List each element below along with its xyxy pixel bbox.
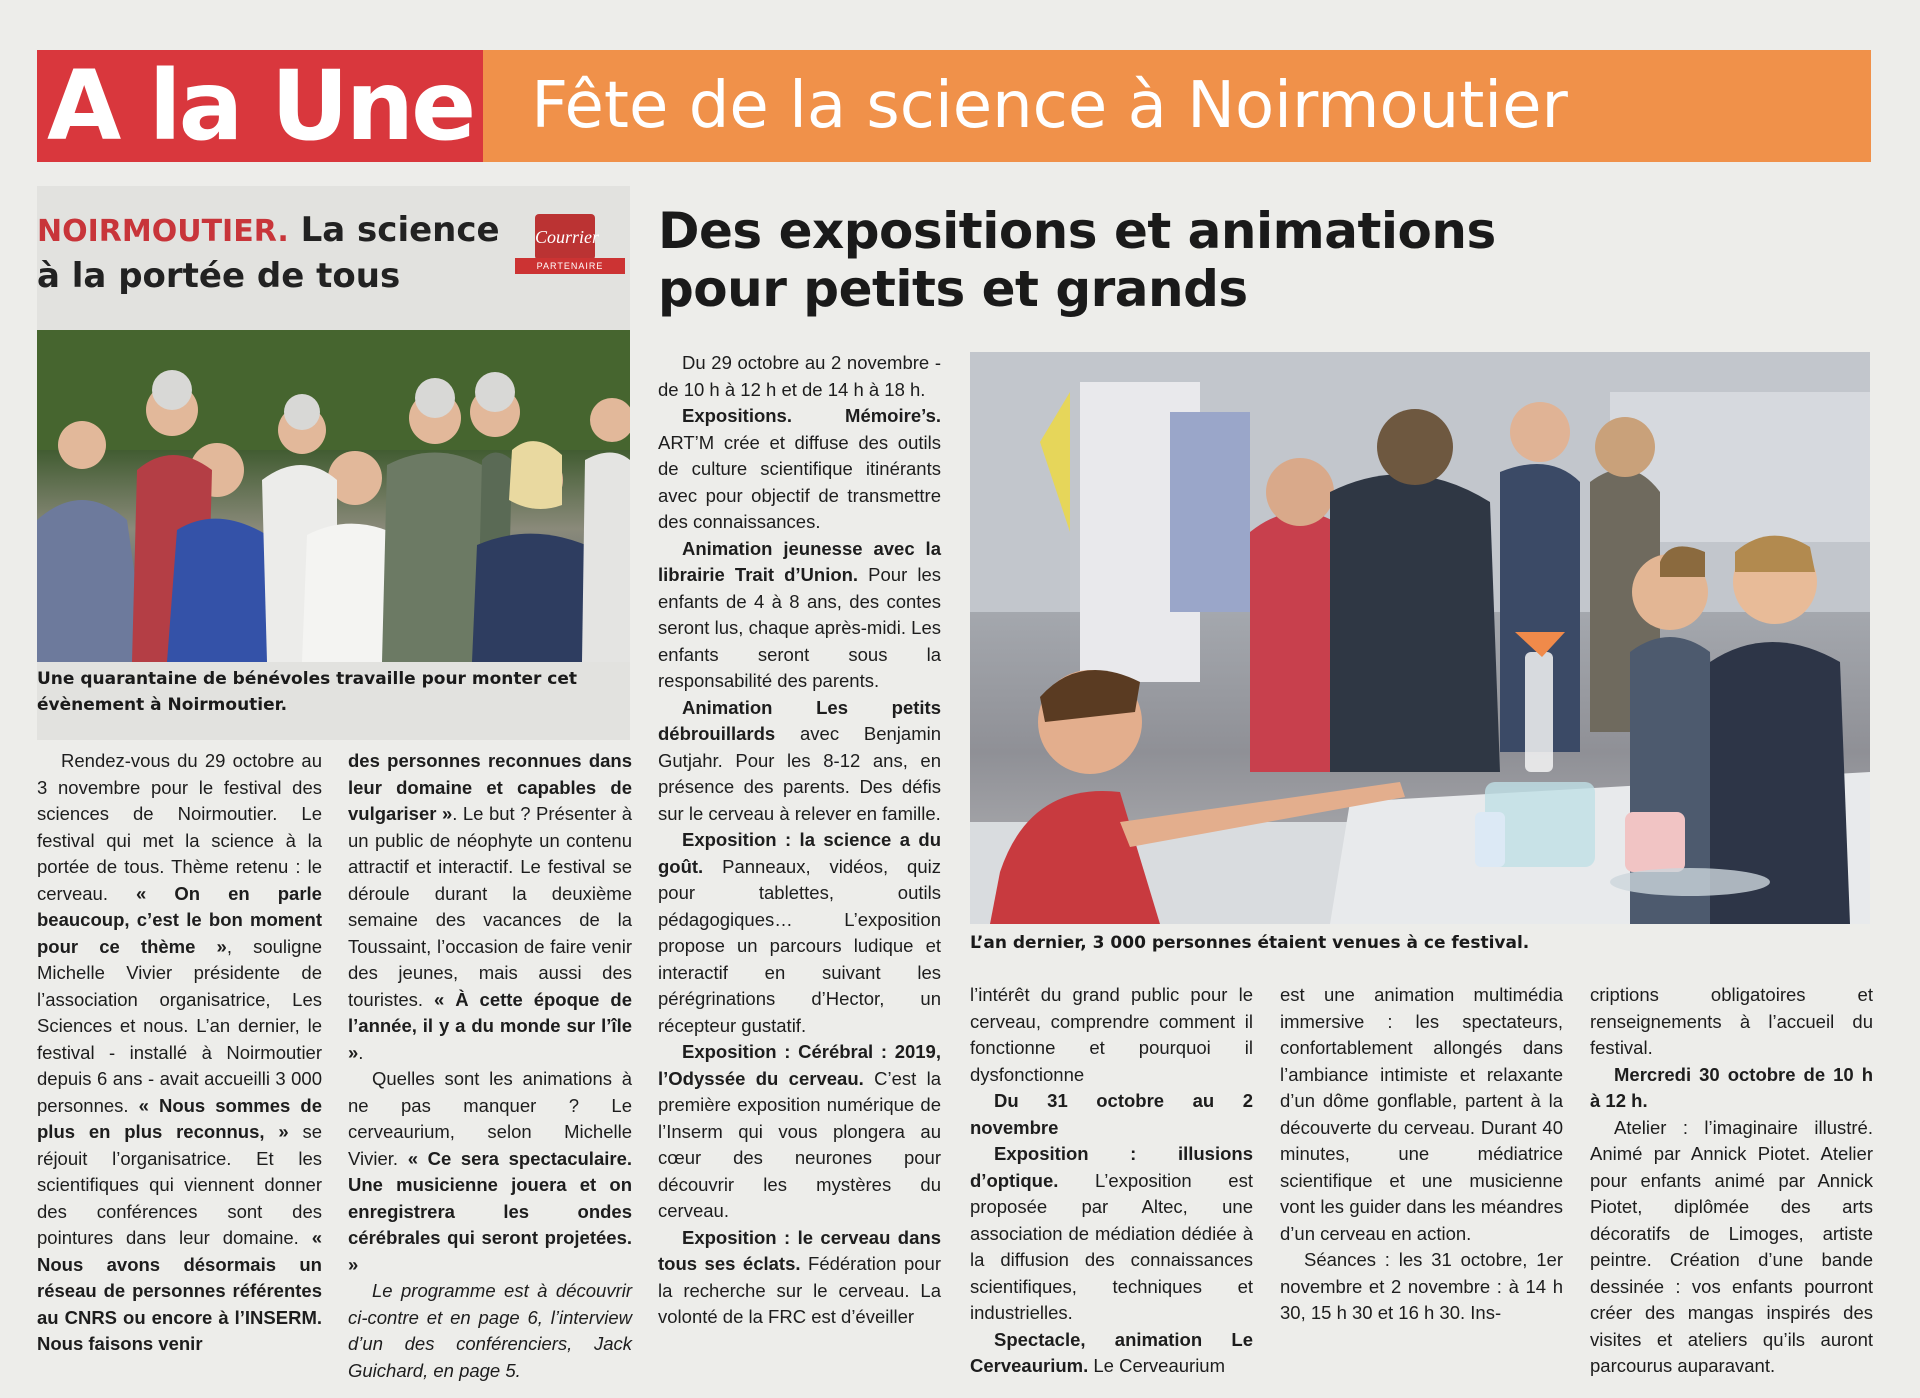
volunteers-photo-caption: Une quarantaine de bénévoles travaille pour monter cet évènement à Noirmoutier. bbox=[37, 669, 578, 715]
volunteers-photo-illustration bbox=[37, 330, 630, 662]
wednesday-heading bbox=[1590, 1062, 1873, 1115]
text-run: Rendez-vous du 29 octobre au 3 novembre pour le festival des sciences de Noirmoutier. Le festival qui met la science à la portée de tous. Thème retenu : le cerveau. bbox=[37, 750, 322, 904]
bold-run: Exposition : le cerveau dans tous ses éclats. bbox=[658, 1226, 941, 1274]
bold-run: Mercredi 30 octobre de 10 h à 12 h. bbox=[1590, 1063, 1873, 1111]
atelier-paragraph bbox=[1590, 1115, 1873, 1380]
left-col1-paragraph bbox=[37, 748, 322, 1358]
quote-run: « On en parle beaucoup, c’est le bon moment pour ce thème » bbox=[37, 882, 322, 957]
bold-run: Exposition : la science a du goût. bbox=[658, 829, 941, 877]
bold-run: Exposition : Cérébral : 2019, l’Odyssée du cerveau. bbox=[658, 1041, 941, 1089]
left-col2-paragraph-1 bbox=[348, 748, 632, 1066]
main-article-column-3 bbox=[1280, 982, 1563, 1327]
banner-title: Fête de la science à Noirmoutier bbox=[483, 50, 1871, 162]
text-run: l’intérêt du grand public pour le cerveau, comprendre comment il fonctionne et pourquoi il dysfonctionne bbox=[970, 984, 1253, 1085]
left-article-column-2 bbox=[348, 748, 632, 1384]
bold-run: Exposition : illusions d’optique. bbox=[970, 1143, 1253, 1191]
bold-run: Spectacle, animation Le Cerveaurium. bbox=[970, 1328, 1253, 1376]
cerveaurium-paragraph bbox=[970, 1327, 1253, 1380]
quote-run: des personnes reconnues dans leur domaine et capables de vulgariser » bbox=[348, 750, 632, 824]
date-range-paragraph bbox=[970, 1088, 1253, 1141]
courrier-logo bbox=[515, 214, 625, 276]
eclats-paragraph bbox=[658, 1225, 941, 1331]
left-col2-paragraph-3 bbox=[348, 1278, 632, 1384]
text-run: avec Benjamin Gutjahr. Pour les 8-12 ans, en présence des parents. Des défis sur le cerveau à relever en famille. bbox=[658, 723, 941, 824]
text-run: se réjouit l’organisatrice. Et les scientifiques qui viennent donner des conférences sont des pointures dans leur domaine. bbox=[37, 1121, 323, 1248]
text-run: , souligne Michelle Vivier présidente de l’association organisatrice, Les Sciences et nous. L’an dernier, le festival - installé à Noirmoutier depuis 6 ans - avait accueilli 3 000 personnes. bbox=[37, 935, 322, 1116]
text-run: Le Cerveaurium bbox=[1088, 1355, 1226, 1376]
gout-paragraph bbox=[658, 827, 941, 1039]
cerebral-paragraph bbox=[658, 1039, 941, 1225]
text-run: . Le but ? Présenter à un public de néophyte un contenu attractif et interactif. Le festival se déroule durant la deuxième semaine des vacances de la Toussaint, l’occasion de faire venir des jeunes, mais aussi des touristes. bbox=[348, 803, 632, 1010]
festival-photo bbox=[970, 352, 1870, 924]
logo-ribbon: PARTENAIRE bbox=[515, 258, 625, 274]
debrouillards-paragraph bbox=[658, 695, 941, 828]
logo-plate: Courrier bbox=[535, 214, 595, 260]
text-run: Pour les enfants de 4 à 8 ans, des contes seront lus, chaque après-midi. Les enfants seront sous la responsabilité des parents. bbox=[658, 564, 941, 691]
sidebar-heading bbox=[37, 208, 507, 298]
quote-run: « Nous avons désormais un réseau de personnes référentes au CNRS ou encore à l’INSERM. Nous faisons venir bbox=[37, 1227, 322, 1354]
festival-photo-illustration bbox=[970, 352, 1870, 924]
quote-run: « Ce sera spectaculaire. Une musicienne jouera et on enregistrera les ondes cérébrales qui seront projetées. » bbox=[348, 1147, 633, 1275]
italic-run: Le programme est à découvrir ci-contre et en page 6, l’interview d’un des conférenciers, Jack Guichard, en page 5. bbox=[348, 1280, 632, 1381]
main-article-column-4 bbox=[1590, 982, 1873, 1380]
text-run: Fédération pour la recherche sur le cerveau. La volonté de la FRC est d’éveiller bbox=[658, 1253, 941, 1327]
text-run: ART’M crée et diffuse des outils de culture scientifique itinérants avec pour objectif de transmettre des connaissances. bbox=[658, 431, 941, 532]
text-run: Panneaux, vidéos, quiz pour tablettes, outils pédagogiques… L’exposition propose un parcours ludique et interactif en suivant les pérégrinations d’Hector, un récepteur gustatif. bbox=[658, 855, 941, 1036]
section-label: A la Une bbox=[37, 50, 483, 162]
text-run: . bbox=[358, 1041, 364, 1063]
sidebar-kicker: NOIRMOUTIER. bbox=[37, 214, 289, 249]
dates-paragraph bbox=[658, 350, 941, 403]
quote-run: « À cette époque de l’année, il y a du monde sur l’île » bbox=[348, 988, 633, 1063]
main-article-column-1 bbox=[658, 350, 941, 1331]
sidebar-title: La science à la portée de tous bbox=[37, 210, 500, 296]
bold-run: Expositions. Mémoire’s. bbox=[682, 405, 941, 426]
cerveaurium-description bbox=[1280, 982, 1563, 1247]
expositions-paragraph bbox=[658, 403, 941, 536]
illusions-paragraph bbox=[970, 1141, 1253, 1327]
text-run: Quelles sont les animations à ne pas manquer ? Le cerveaurium, selon Michelle Vivier. bbox=[348, 1068, 632, 1169]
inscriptions-paragraph bbox=[1590, 982, 1873, 1062]
text-run: est une animation multimédia immersive : les spectateurs, confortablement allongés dans l’ambiance intimiste et relaxante d’un dôme gonflable, partent à la découverte du cerveau. Durant 40 minutes, une médiatrice scientifique et une musicienne vont les guider dans les méandres d’un cerveau en action. bbox=[1280, 984, 1563, 1244]
jeunesse-paragraph bbox=[658, 536, 941, 695]
main-headline: Des expositions et animations pour petits et grands bbox=[658, 202, 1496, 318]
festival-photo-caption: L’an dernier, 3 000 personnes étaient venues à ce festival. bbox=[970, 933, 1530, 953]
text-run: Séances : les 31 octobre, 1er novembre et 2 novembre : à 14 h 30, 15 h 30 et 16 h 30. Ins- bbox=[1280, 1249, 1563, 1323]
text-run: criptions obligatoires et renseignements à l’accueil du festival. bbox=[1590, 984, 1873, 1058]
text-run: Du 29 octobre au 2 novembre - de 10 h à 12 h et de 14 h à 18 h. bbox=[658, 352, 941, 400]
text-run: C’est la première exposition numérique de l’Inserm qui vous plongera au cœur des neurones pour découvrir les mystères du cerveau. bbox=[658, 1067, 941, 1221]
main-article-column-2 bbox=[970, 982, 1253, 1380]
bold-run: Du 31 octobre au 2 novembre bbox=[970, 1090, 1253, 1138]
left-col2-paragraph-2 bbox=[348, 1066, 632, 1278]
bold-run: Animation jeunesse avec la librairie Trait d’Union. bbox=[658, 537, 941, 585]
seances-paragraph bbox=[1280, 1247, 1563, 1327]
frc-continued-paragraph bbox=[970, 982, 1253, 1088]
quote-run: « Nous sommes de plus en plus reconnus, » bbox=[37, 1094, 322, 1142]
section-banner bbox=[37, 50, 1871, 162]
text-run: L’exposition est proposée par Altec, une association de médiation dédiée à la diffusion des connaissances scientifiques, techniques et industrielles. bbox=[970, 1169, 1253, 1323]
text-run: Atelier : l’imaginaire illustré. Animé par Annick Piotet. Atelier pour enfants animé par Annick Piotet, diplômée des arts décoratifs de Limoges, artiste peintre. Création d’une bande dessinée : vos enfants pourront créer des mangas inspirés des visites et ateliers qu’ils auront parcourus auparavant. bbox=[1590, 1116, 1873, 1376]
volunteers-photo bbox=[37, 330, 630, 662]
left-article-column-1 bbox=[37, 748, 322, 1358]
bold-run: Animation Les petits débrouillards bbox=[658, 696, 941, 744]
